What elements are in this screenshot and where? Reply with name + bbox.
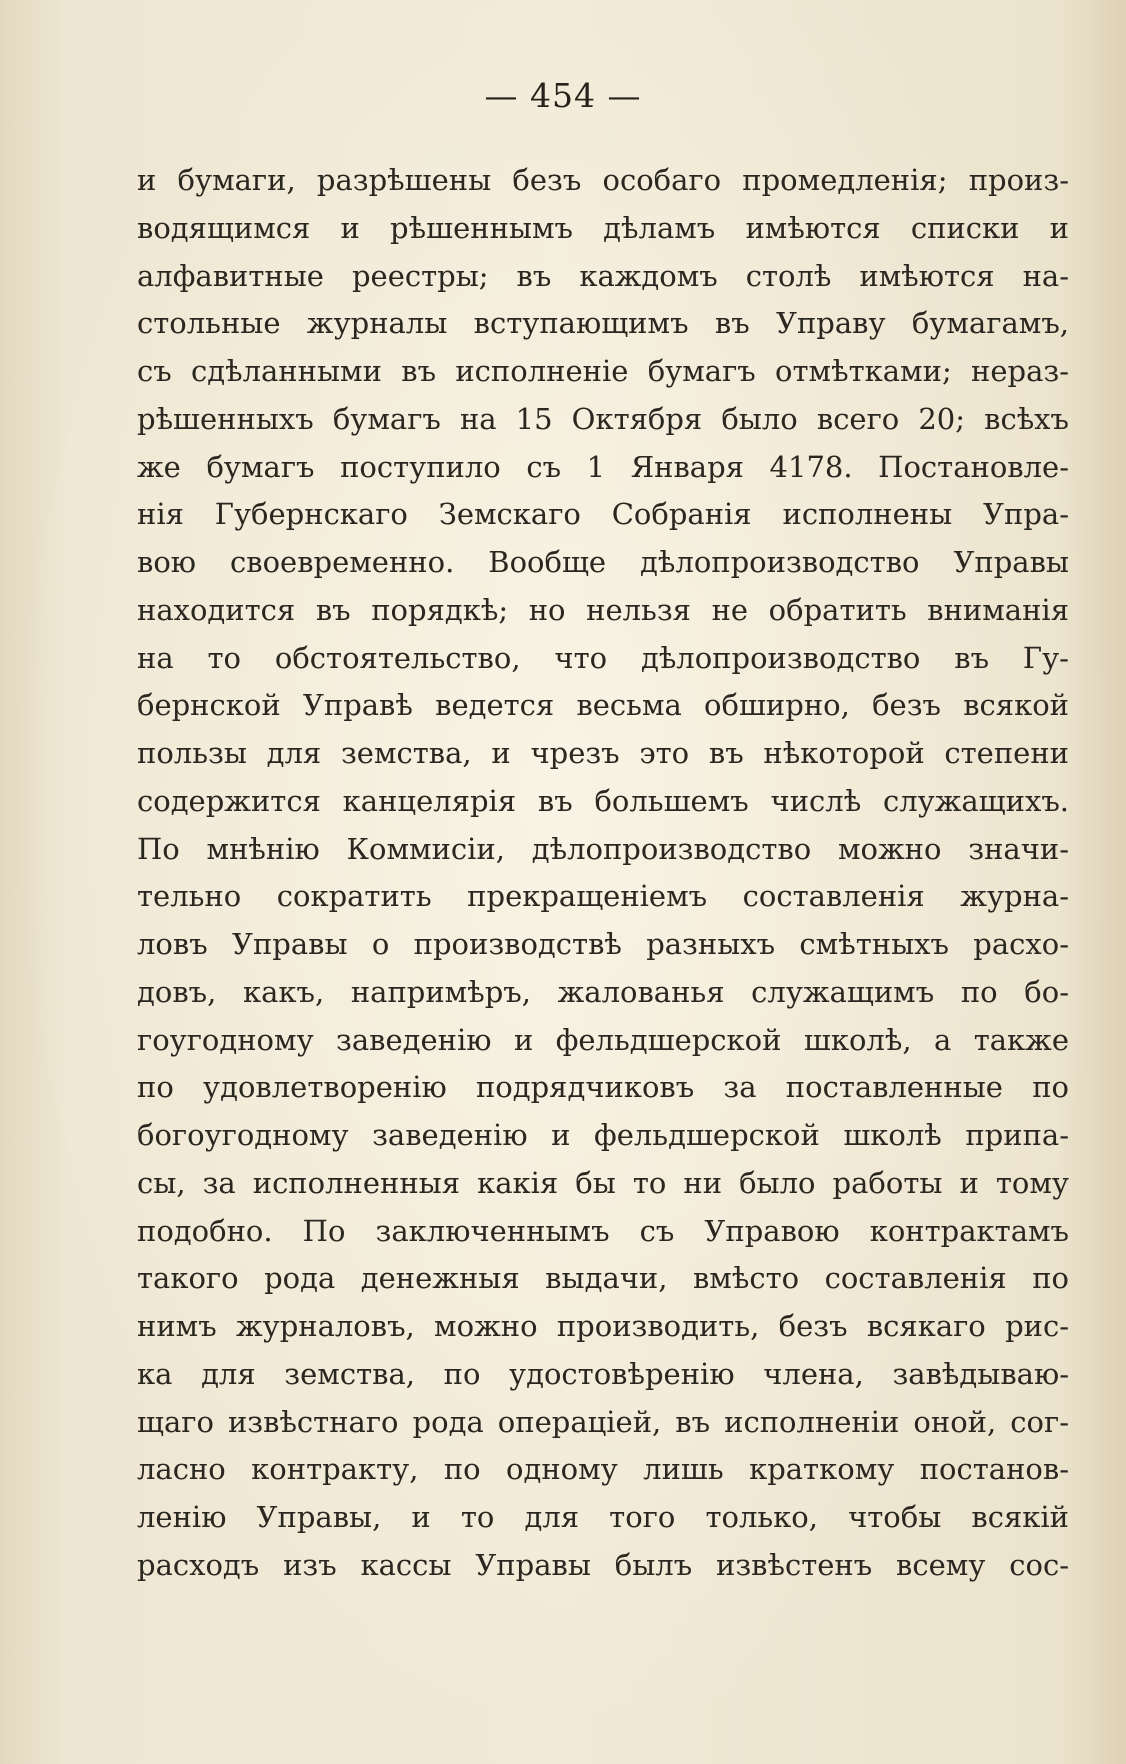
text-line: водящимся и рѣшеннымъ дѣламъ имѣются списки и [137, 210, 1069, 245]
text-line: находится въ порядкѣ; но нельзя не обратить вниманія [137, 592, 1069, 627]
text-line: щаго извѣстнаго рода операціей, въ исполненіи оной, сог- [137, 1404, 1069, 1439]
text-line: и бумаги, разрѣшены безъ особаго промедленія; произ- [137, 163, 1069, 197]
text-line: по удовлетворенію подрядчиковъ за поставленные по [137, 1070, 1069, 1105]
text-line: гоугодному заведенію и фельдшерской школѣ, а также [137, 1022, 1069, 1057]
text-line: на то обстоятельство, что дѣлопроизводство въ Гу- [137, 640, 1069, 675]
body-text [137, 157, 1069, 1590]
text-line: стольные журналы вступающимъ въ Управу бумагамъ, [137, 306, 1069, 341]
text-line: рѣшенныхъ бумагъ на 15 Октября было всего 20; всѣхъ [137, 401, 1069, 436]
text-line: ловъ Управы о производствѣ разныхъ смѣтныхъ расхо- [137, 927, 1069, 961]
text-line: богоугодному заведенію и фельдшерской школѣ припа- [137, 1118, 1069, 1152]
text-line: нимъ журналовъ, можно производить, безъ всякаго рис- [137, 1309, 1069, 1343]
text-line: расходъ изъ кассы Управы былъ извѣстенъ всему сос- [137, 1547, 1069, 1582]
text-line: ка для земства, по удостовѣренію члена, завѣдываю- [137, 1356, 1069, 1391]
text-line: алфавитные реестры; въ каждомъ столѣ имѣются на- [137, 258, 1069, 293]
text-line: такого рода денежныя выдачи, вмѣсто составленія по [137, 1261, 1069, 1296]
text-line: нія Губернскаго Земскаго Собранія исполнены Упра- [137, 497, 1069, 532]
text-line: сы, за исполненныя какія бы то ни было работы и тому [137, 1165, 1069, 1200]
text-line: тельно сократить прекращеніемъ составленія журна- [137, 879, 1069, 914]
text-line: пользы для земства, и чрезъ это въ нѣкоторой степени [137, 736, 1069, 770]
text-line: вою своевременно. Вообще дѣлопроизводство Управы [137, 545, 1069, 579]
text-line: же бумагъ поступило съ 1 Января 4178. Постановле- [137, 449, 1069, 484]
text-line: бернской Управѣ ведется весьма обширно, безъ всякой [137, 688, 1069, 723]
text-line: ласно контракту, по одному лишь краткому постанов- [137, 1452, 1069, 1487]
text-line: содержится канцелярія въ большемъ числѣ служащихъ. [137, 783, 1069, 818]
page-number: — 454 — [484, 76, 642, 115]
text-line: По мнѣнію Коммисіи, дѣлопроизводство можно значи- [137, 831, 1069, 866]
text-line: подобно. По заключеннымъ съ Управою контрактамъ [137, 1213, 1069, 1248]
text-line: ленію Управы, и то для того только, чтобы всякій [137, 1500, 1069, 1534]
text-line: довъ, какъ, напримѣръ, жалованья служащимъ по бо- [137, 974, 1069, 1009]
text-line: съ сдѣланными въ исполненіе бумагъ отмѣтками; нераз- [137, 354, 1069, 388]
